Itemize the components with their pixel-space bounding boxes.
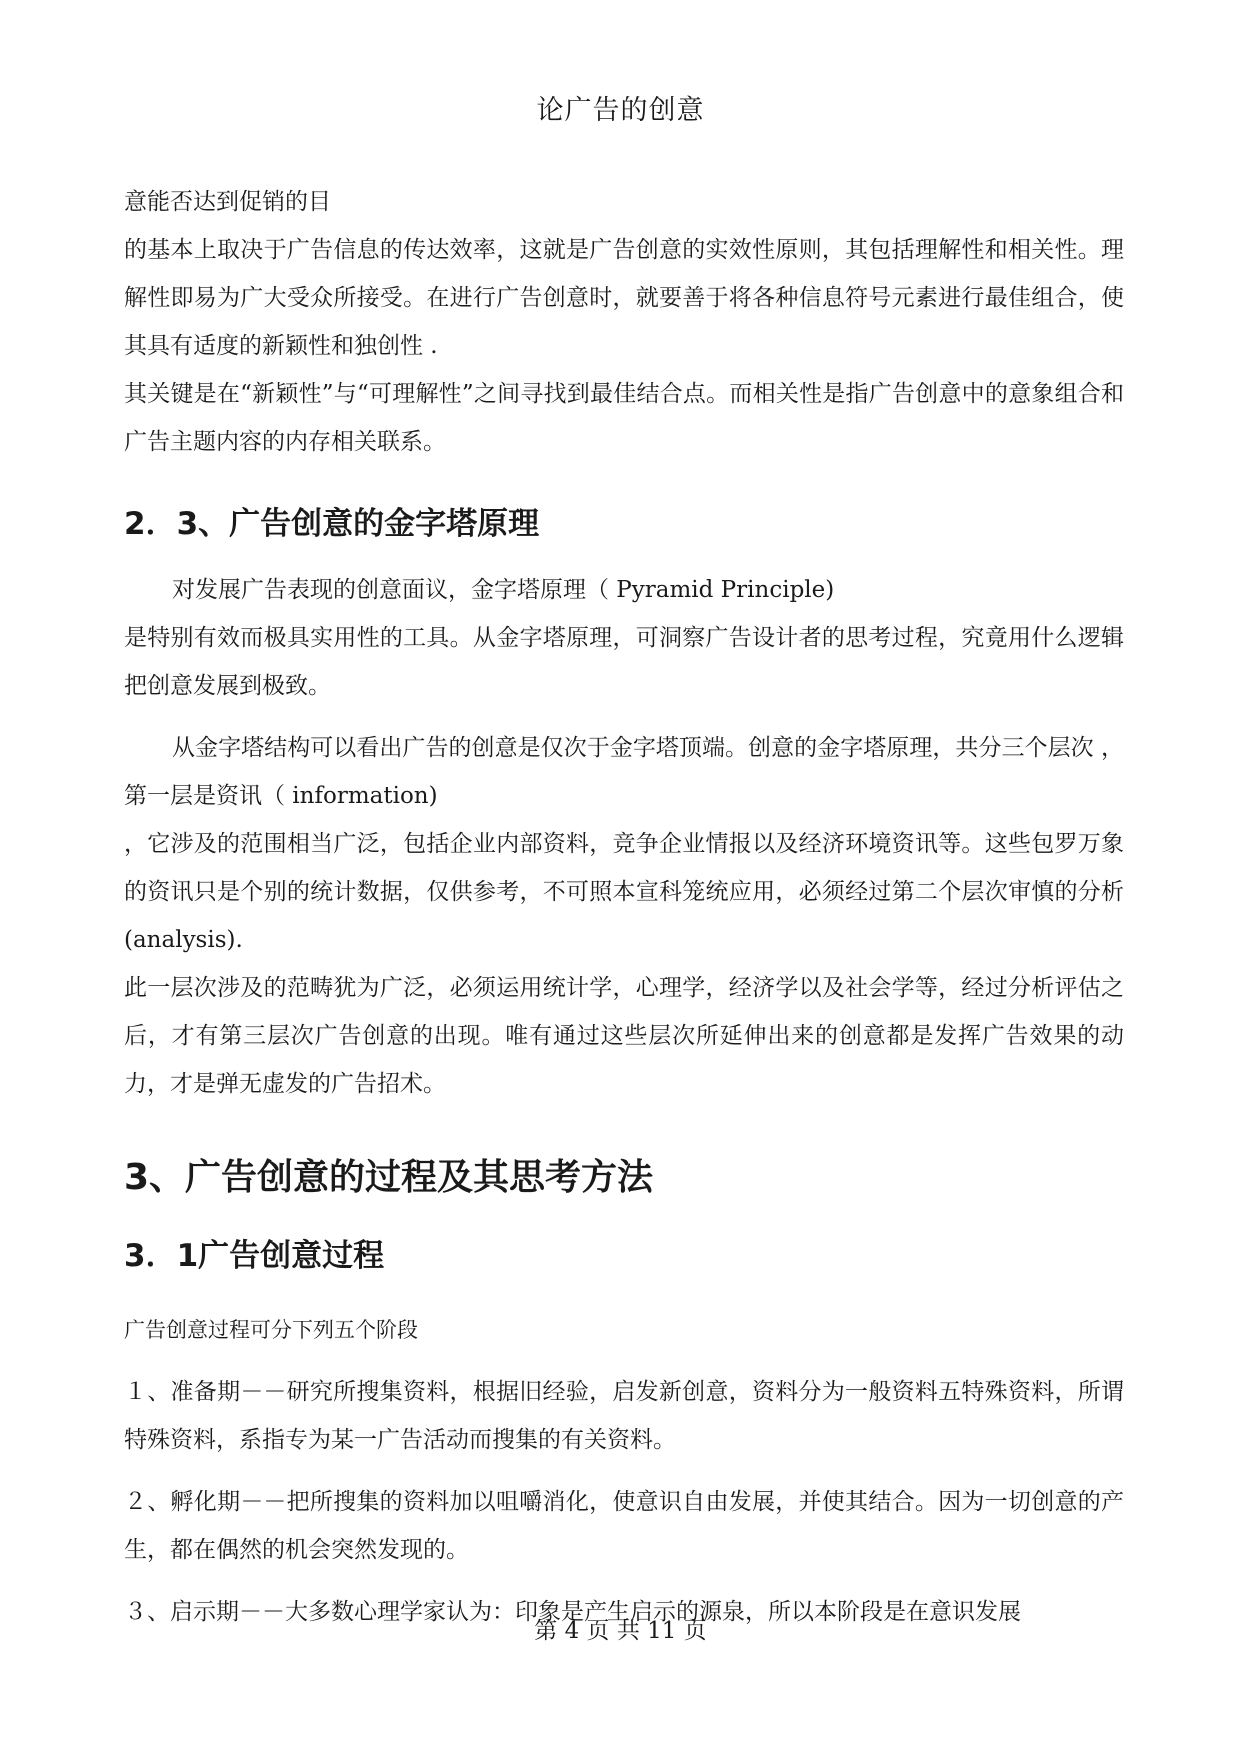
paragraph: 的基本上取决于广告信息的传达效率，这就是广告创意的实效性原则，其包括理解性和相关性。理解性即易为广大受众所接受。在进行广告创意时，就要善于将各种信息符号元素进行最佳组合，使其具有适度的新颖性和独创性 . [124,237,1124,359]
page-footer: 第 4 页 共 11 页 [534,1618,707,1644]
paragraph: 其关键是在“新颖性”与“可理解性”之间寻找到最佳结合点。而相关性是指广告创意中的意象组合和广告主题内容的内存相关联系。 [124,381,1124,455]
list-item: １、准备期－－研究所搜集资料，根据旧经验，启发新创意，资料分为一般资料五特殊资料，所谓特殊资料，系指专为某一广告活动而搜集的有关资料。 [124,1379,1124,1453]
list-item: ３、启示期－－大多数心理学家认为：印象是产生启示的源泉，所以本阶段是在意识发展 [124,1599,1021,1625]
section-heading-2-3: 2．3、广告创意的金字塔原理 [124,506,540,542]
paragraph: 广告创意过程可分下列五个阶段 [124,1318,418,1342]
paragraph: 从金字塔结构可以看出广告的创意是仅次于金字塔顶端。创意的金字塔原理，共分三个层次 ，第一层是资讯（ information) [124,735,1124,809]
list-item: ２、孵化期－－把所搜集的资料加以咀嚼消化，使意识自由发展，并使其结合。因为一切创意的产生，都在偶然的机会突然发现的。 [124,1489,1124,1563]
paragraph: 是特别有效而极具实用性的工具。从金字塔原理，可洞察广告设计者的思考过程，究竟用什么逻辑把创意发展到极致。 [124,625,1124,699]
running-header-title: 论广告的创意 [536,95,705,126]
page-content [124,178,1124,1636]
paragraph: 此一层次涉及的范畴犹为广泛，必须运用统计学，心理学，经济学以及社会学等，经过分析评估之后，才有第三层次广告创意的出现。唯有通过这些层次所延伸出来的创意都是发挥广告效果的动力，才是弹无虚发的广告招术。 [124,975,1124,1097]
paragraph: 意能否达到促销的目 [124,189,331,215]
section-heading-3: 3、广告创意的过程及其思考方法 [124,1157,654,1198]
paragraph: 对发展广告表现的创意面议，金字塔原理（ Pyramid Principle) [172,577,835,603]
section-heading-3-1: 3．1广告创意过程 [124,1238,385,1274]
paragraph: ，它涉及的范围相当广泛，包括企业内部资料，竞争企业情报以及经济环境资讯等。这些包罗万象的资讯只是个别的统计数据，仅供参考，不可照本宣科笼统应用，必须经过第二个层次审慎的分析 (analysis). [124,831,1124,953]
